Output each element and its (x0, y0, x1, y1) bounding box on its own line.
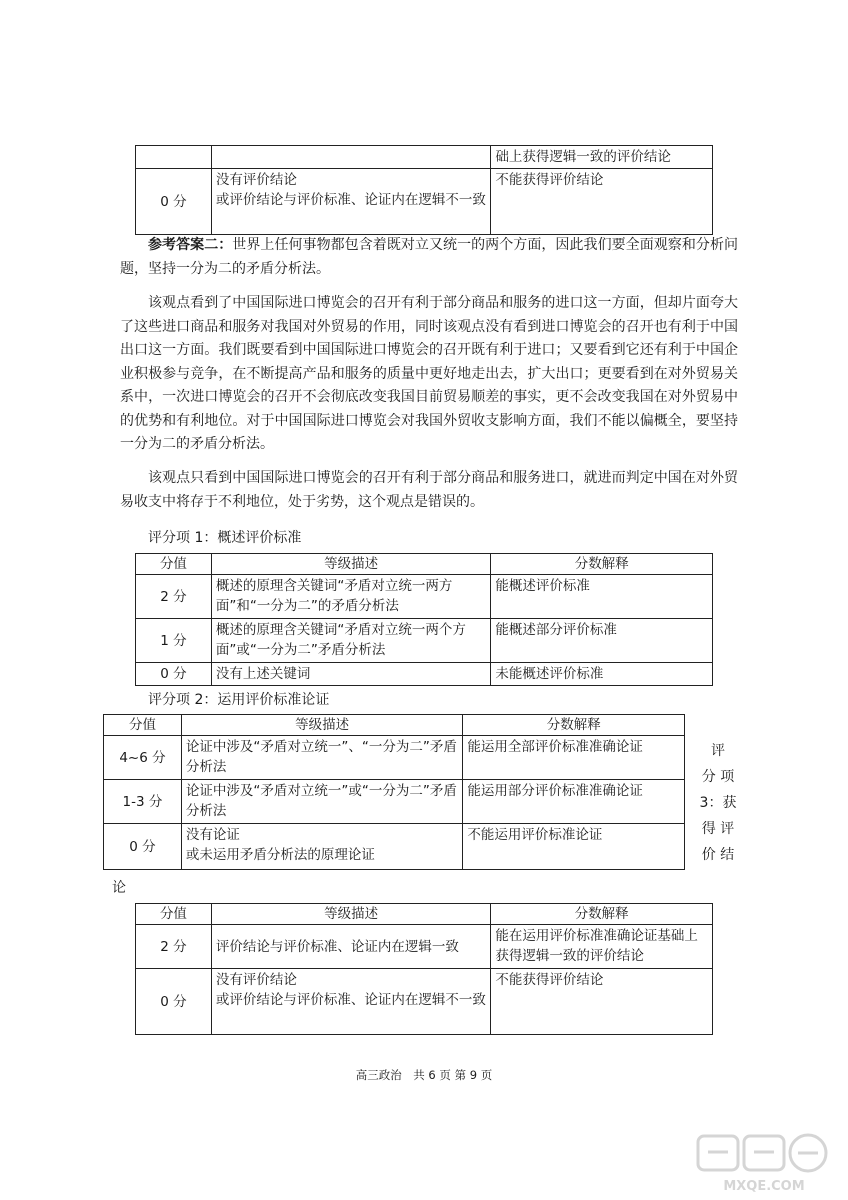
desc-cell: 论证中涉及“矛盾对立统一”或“一分为二”矛盾分析法 (181, 780, 463, 824)
desc-cell: 论证中涉及“矛盾对立统一”、“一分为二”矛盾分析法 (181, 736, 463, 780)
explain-cell: 能在运用评价标准准确论证基础上获得逻辑一致的评价结论 (491, 925, 713, 969)
desc-cell: 评价结论与评价标准、论证内在逻辑一致 (211, 925, 491, 969)
desc-cell: 没有论证 或未运用矛盾分析法的原理论证 (181, 824, 463, 870)
header-score: 分值 (104, 715, 182, 736)
explain-cell: 能运用全部评价标准准确论证 (463, 736, 685, 780)
header-score: 分值 (136, 904, 212, 925)
header-explain: 分数解释 (491, 904, 713, 925)
explain-cell: 能概述评价标准 (491, 575, 713, 619)
table-row (136, 925, 713, 969)
score-cell: 2 分 (136, 925, 212, 969)
item2-title: 评分项 2：运用评价标准论证 (148, 692, 330, 708)
score-cell (136, 146, 212, 169)
score-cell: 1 分 (136, 619, 212, 663)
explain-cell: 能概述部分评价标准 (491, 619, 713, 663)
score-cell: 0 分 (136, 169, 212, 235)
item2-table (103, 714, 685, 870)
table-row (136, 169, 713, 235)
score-cell: 1-3 分 (104, 780, 182, 824)
table-row (104, 780, 685, 824)
explain-cell: 不能获得评价结论 (491, 969, 713, 1035)
desc-cell: 概述的原理含关键词“矛盾对立统一两方面”和“一分为二”的矛盾分析法 (211, 575, 491, 619)
page-footer: 高三政治 共 6 页 第 9 页 (355, 1068, 493, 1082)
explain-cell: 不能运用评价标准论证 (463, 824, 685, 870)
answer2-text: 世界上任何事物都包含着既对立又统一的两个方面，因此我们要全面观察和分析问题，坚持一分为二的矛盾分析法。 (120, 237, 739, 277)
explain-cell: 不能获得评价结论 (491, 169, 713, 235)
item1-table (135, 553, 713, 686)
answer2-para2: 该观点看到了中国国际进口博览会的召开有利于部分商品和服务的进口这一方面，但却片面夸大了这些进口商品和服务对我国对外贸易的作用，同时该观点没有看到进口博览会的召开也有利于中国出口这一方面。我们既要看到中国国际进口博览会的召开既有利于进口；又要看到它还有利于中国企业积极参与竞争，在不断提高产品和服务的质量中更好地走出去，扩大出口；更要看到在对外贸易关系中，一次进口博览会的召开不会彻底改变我国目前贸易顺差的事实，更不会改变我国在对外贸易中的优势和有利地位。对于中国国际进口博览会对我国外贸收支影响方面，我们不能以偏概全，要坚持一分为二的矛盾分析法。 (120, 295, 738, 452)
table-row (104, 824, 685, 870)
explain-cell: 能运用部分评价标准准确论证 (463, 780, 685, 824)
table-row (104, 736, 685, 780)
item3-title-tail: 论 (112, 880, 126, 896)
score-cell: 0 分 (104, 824, 182, 870)
table-row (136, 619, 713, 663)
table-row (136, 146, 713, 169)
explain-cell: 未能概述评价标准 (491, 663, 713, 686)
header-desc: 等级描述 (211, 904, 491, 925)
top-rubric-table (135, 145, 713, 235)
item3-title-side: 评 分 项 3：获 得 评 价 结 (699, 743, 737, 863)
answer2-para3: 该观点只看到中国国际进口博览会的召开有利于部分商品和服务进口，就进而判定中国在对外贸易收支中将存于不利地位，处于劣势，这个观点是错误的。 (120, 470, 738, 510)
desc-cell: 没有评价结论 或评价结论与评价标准、论证内在逻辑不一致 (211, 969, 491, 1035)
answer2-label: 参考答案二： (148, 237, 233, 253)
desc-cell: 没有上述关键词 (211, 663, 491, 686)
table-row (136, 969, 713, 1035)
table-row (136, 663, 713, 686)
table-header-row (136, 554, 713, 575)
header-explain: 分数解释 (463, 715, 685, 736)
header-score: 分值 (136, 554, 212, 575)
answer2-paragraph (120, 234, 738, 281)
score-cell: 0 分 (136, 663, 212, 686)
header-desc: 等级描述 (181, 715, 463, 736)
watermark-logo (694, 1132, 834, 1194)
score-cell: 2 分 (136, 575, 212, 619)
item1-title: 评分项 1：概述评价标准 (148, 530, 302, 546)
table-row (136, 575, 713, 619)
desc-cell: 概述的原理含关键词“矛盾对立统一两个方面”或“一分为二”矛盾分析法 (211, 619, 491, 663)
score-cell: 4~6 分 (104, 736, 182, 780)
svg-text:MXQE.COM: MXQE.COM (723, 1179, 805, 1194)
desc-cell (211, 146, 491, 169)
item3-table (135, 903, 713, 1035)
score-cell: 0 分 (136, 969, 212, 1035)
table-header-row (104, 715, 685, 736)
desc-cell: 没有评价结论 或评价结论与评价标准、论证内在逻辑不一致 (211, 169, 491, 235)
header-desc: 等级描述 (211, 554, 491, 575)
watermark-logo-icon (694, 1132, 834, 1194)
explain-cell: 础上获得逻辑一致的评价结论 (491, 146, 713, 169)
header-explain: 分数解释 (491, 554, 713, 575)
table-header-row (136, 904, 713, 925)
